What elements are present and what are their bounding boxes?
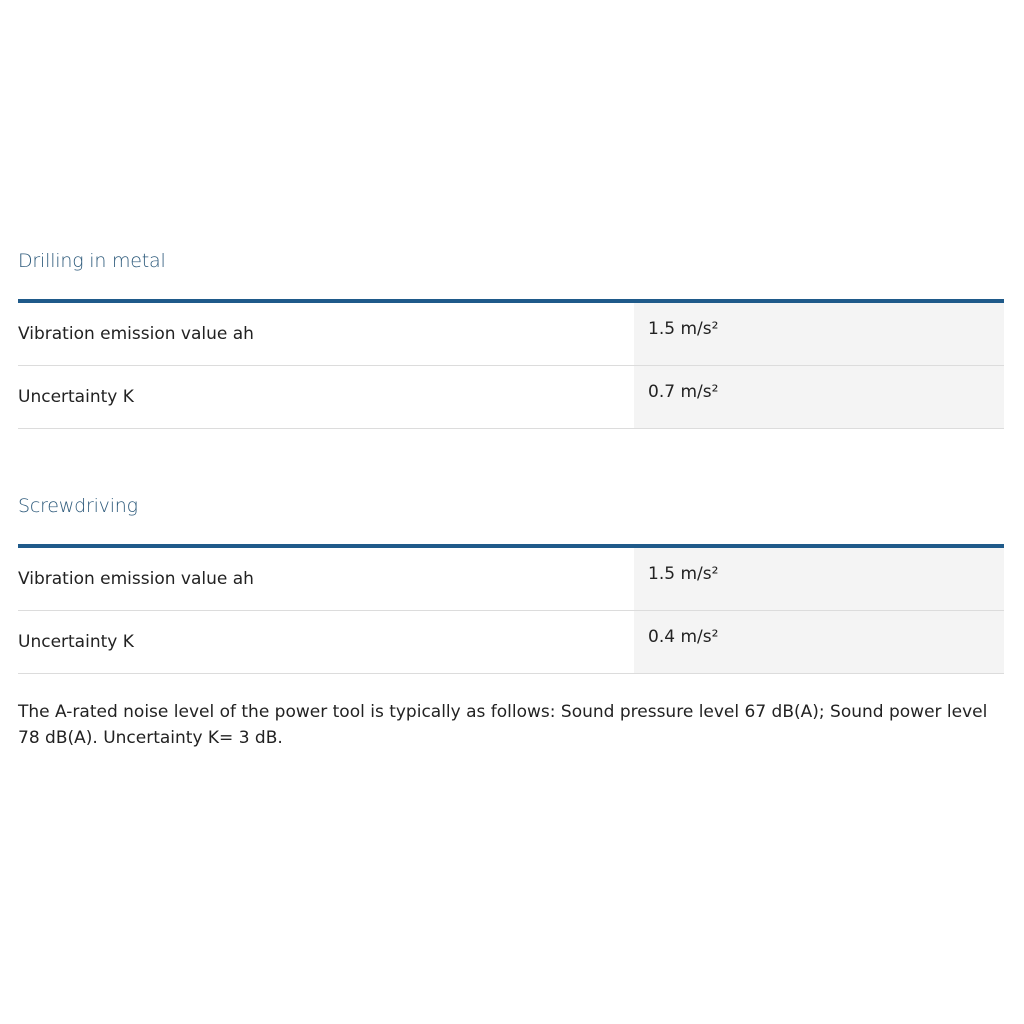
table-row: [18, 611, 1004, 674]
spec-value: 1.5 m/s²: [634, 303, 1004, 365]
table-row: [18, 548, 1004, 611]
noise-level-note: The A-rated noise level of the power tool is typically as follows: Sound pressure level 67 dB(A); Sound power level 78 dB(A). Uncertainty K= 3 dB.: [18, 702, 988, 748]
spec-value: 1.5 m/s²: [634, 548, 1004, 610]
spec-label: Vibration emission value ah: [18, 569, 254, 589]
spec-table: [18, 544, 1004, 674]
section-drilling-in-metal: [18, 246, 1004, 407]
spec-value: 0.4 m/s²: [634, 611, 1004, 673]
section-screwdriving: [18, 491, 1004, 652]
table-row: [18, 366, 1004, 429]
spec-table: [18, 299, 1004, 429]
spec-label: Uncertainty K: [18, 632, 134, 652]
spec-label: Vibration emission value ah: [18, 324, 254, 344]
spec-label: Uncertainty K: [18, 387, 134, 407]
section-title: Drilling in metal: [18, 250, 166, 272]
section-title: Screwdriving: [18, 495, 138, 517]
table-row: [18, 303, 1004, 366]
spec-value: 0.7 m/s²: [634, 366, 1004, 428]
